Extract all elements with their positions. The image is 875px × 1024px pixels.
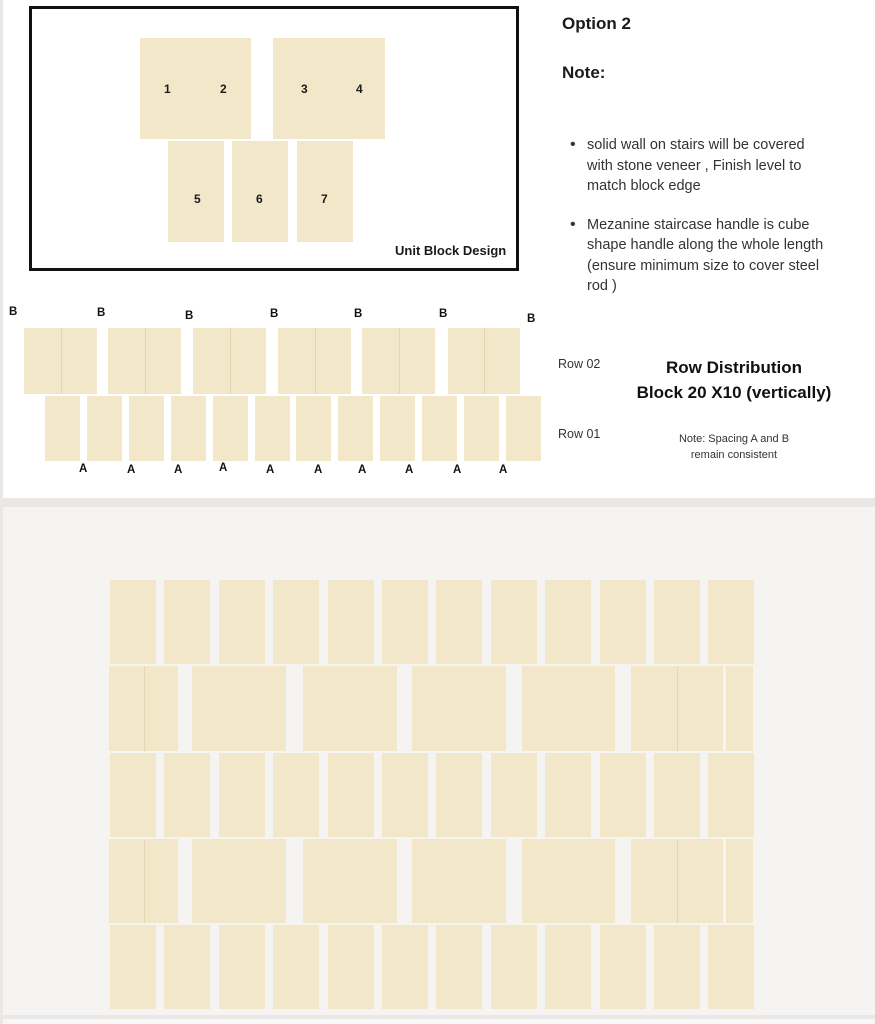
wall-block (110, 925, 156, 1009)
notes-list (570, 135, 830, 315)
row-distribution-title: Row Distribution (666, 358, 802, 377)
spacing-marker-b: B (185, 310, 194, 322)
spacing-marker-a: A (314, 464, 323, 476)
wall-block (726, 666, 753, 751)
block-seam (230, 328, 231, 394)
row-01-block (87, 396, 122, 461)
wall-block (219, 753, 265, 837)
unit-block-number: 2 (220, 82, 227, 96)
wall-block (382, 753, 428, 837)
wall-block (110, 753, 156, 837)
wall-block (273, 580, 319, 664)
row-01-block (213, 396, 248, 461)
spacing-marker-b: B (527, 313, 536, 325)
block-seam (61, 328, 62, 394)
row-01-block (422, 396, 457, 461)
wall-block (708, 753, 754, 837)
row-01-block (296, 396, 331, 461)
wall-block (382, 580, 428, 664)
note-item: • solid wall on stairs will be covered with stone veneer , Finish level to match block edge (570, 135, 830, 197)
wall-block (436, 580, 482, 664)
wall-block (568, 839, 615, 923)
wall-block (545, 753, 591, 837)
wall-block (412, 666, 458, 751)
spacing-marker-b: B (97, 307, 106, 319)
block-seam (145, 328, 146, 394)
unit-block-pair-1-2 (140, 38, 251, 139)
wall-block (600, 753, 646, 837)
wall-block (328, 580, 374, 664)
wall-block (458, 666, 506, 751)
unit-block-number: 6 (256, 192, 263, 206)
block-seam (677, 666, 678, 751)
spacing-marker-a: A (499, 464, 508, 476)
wall-block (726, 839, 753, 923)
wall-block (219, 925, 265, 1009)
wall-block (491, 580, 537, 664)
wall-block (192, 666, 238, 751)
spacing-marker-b: B (270, 308, 279, 320)
wall-block (303, 839, 349, 923)
wall-block (436, 753, 482, 837)
block-seam (484, 328, 485, 394)
wall-block (164, 925, 210, 1009)
row-distribution-subtitle: Block 20 X10 (vertically) (636, 383, 832, 402)
row-label-01: Row 01 (558, 427, 601, 441)
unit-block-number: 1 (164, 82, 171, 96)
wall-block (328, 925, 374, 1009)
block-seam (677, 839, 678, 923)
wall-block (382, 925, 428, 1009)
wall-block (192, 839, 238, 923)
spacing-note-line2: remain consistent (690, 449, 778, 461)
wall-block (349, 839, 397, 923)
row-label-02: Row 02 (558, 357, 601, 371)
wall-block (349, 666, 397, 751)
row-01-block (45, 396, 80, 461)
row-01-block (129, 396, 164, 461)
wall-block (545, 580, 591, 664)
wall-block (708, 925, 754, 1009)
note-item: • Mezanine staircase handle is cube shape handle along the whole length (ensure minimum size to cover steel rod ) (570, 215, 830, 297)
wall-block (600, 580, 646, 664)
wall-block (219, 580, 265, 664)
wall-block (458, 839, 506, 923)
row-01-block (255, 396, 290, 461)
wall-block (164, 580, 210, 664)
next-page-edge (3, 1019, 875, 1024)
wall-block (654, 753, 700, 837)
row-01-block (171, 396, 206, 461)
unit-block-number: 5 (194, 192, 201, 206)
spacing-marker-b: B (9, 306, 18, 318)
spacing-marker-a: A (266, 464, 275, 476)
wall-block (273, 753, 319, 837)
wall-block (436, 925, 482, 1009)
row-01-block (464, 396, 499, 461)
wall-block (412, 839, 458, 923)
block-seam (144, 839, 145, 923)
wall-block (568, 666, 615, 751)
spacing-marker-a: A (358, 464, 367, 476)
unit-block-number: 7 (321, 192, 328, 206)
unit-block-number: 4 (356, 82, 363, 96)
row-01-block (338, 396, 373, 461)
unit-block-caption: Unit Block Design (395, 243, 507, 258)
wall-block (164, 753, 210, 837)
wall-block (491, 925, 537, 1009)
wall-block (654, 925, 700, 1009)
wall-block (491, 753, 537, 837)
spacing-marker-a: A (405, 464, 414, 476)
wall-block (238, 839, 286, 923)
wall-block (273, 925, 319, 1009)
block-seam (315, 328, 316, 394)
unit-block-number: 3 (301, 82, 308, 96)
spacing-marker-a: A (219, 462, 228, 474)
spacing-marker-b: B (439, 308, 448, 320)
spacing-marker-a: A (79, 463, 88, 475)
spacing-marker-a: A (453, 464, 462, 476)
note-label: Note: (562, 63, 606, 82)
spacing-marker-a: A (127, 464, 136, 476)
diagram-page-top (3, 0, 875, 498)
unit-block-pair-3-4 (273, 38, 385, 139)
wall-block (328, 753, 374, 837)
wall-block (600, 925, 646, 1009)
wall-block (708, 580, 754, 664)
wall-block (522, 839, 568, 923)
row-01-block (506, 396, 541, 461)
option-title: Option 2 (562, 14, 631, 33)
wall-block (545, 925, 591, 1009)
spacing-marker-a: A (174, 464, 183, 476)
spacing-marker-b: B (354, 308, 363, 320)
wall-block (522, 666, 568, 751)
wall-block (654, 580, 700, 664)
spacing-note-line1: Note: Spacing A and B (678, 433, 790, 445)
row-01-block (380, 396, 415, 461)
wall-block (238, 666, 286, 751)
diagram-page-bottom (3, 507, 875, 1015)
block-seam (144, 666, 145, 751)
wall-block (110, 580, 156, 664)
wall-block (303, 666, 349, 751)
block-seam (399, 328, 400, 394)
